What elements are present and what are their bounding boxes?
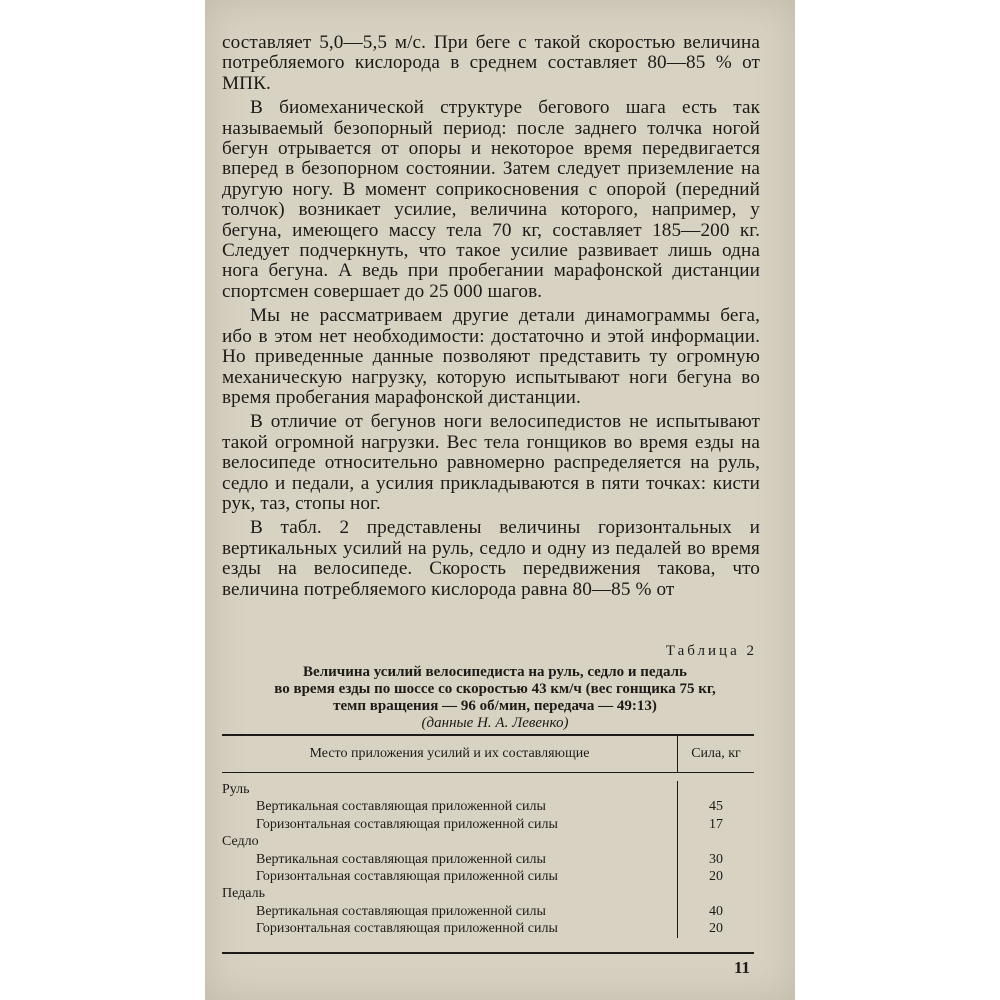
table-header-row <box>222 736 754 772</box>
table-values-column <box>678 781 754 938</box>
table-labels-column <box>222 781 678 938</box>
book-page <box>205 0 795 1000</box>
table-caption <box>225 664 765 732</box>
row-spacer <box>678 833 754 850</box>
table-body <box>222 773 754 952</box>
table-source: (данные Н. А. Левенко) <box>421 715 569 731</box>
force-table <box>222 734 754 954</box>
group-name-saddle: Седло <box>222 834 259 850</box>
row-value: 20 <box>709 868 723 884</box>
table-caption-line-2: во время езды по шоссе со скоростью 43 км/ч (вес гонщика 75 кг, <box>274 681 716 697</box>
row-value: 45 <box>709 799 723 815</box>
row-label: Вертикальная составляющая приложенной силы <box>256 903 546 919</box>
row-label: Горизонтальная составляющая приложенной силы <box>256 868 558 884</box>
table-caption-line-1: Величина усилий велосипедиста на руль, седло и педаль <box>303 664 687 680</box>
paragraph-3: Мы не рассматриваем другие детали динамограммы бега, ибо в этом нет необходимости: достаточно и этой информации. Но приведенные данные позволяют представить ту огромную механическую нагрузку, которую испытывают ноги бегуна во время пробегания марафонской дистанции. <box>222 305 760 408</box>
row-spacer <box>678 885 754 902</box>
paragraph-4: В отличие от бегунов ноги велосипедистов не испытывают такой огромной нагрузки. Вес тела гонщиков во время езды на велосипеде относительно равномерно распределяется на руль, седло и педали, а усилия прикладываются в пяти точках: кисти рук, таз, стопы ног. <box>222 411 760 514</box>
row-value: 40 <box>709 903 723 919</box>
table-rule-bottom <box>222 952 754 954</box>
row-label: Горизонтальная составляющая приложенной силы <box>256 921 558 937</box>
paragraph-1: составляет 5,0—5,5 м/с. При беге с такой скоростью величина потребляемого кислорода в среднем составляет 80—85 % от МПК. <box>222 32 760 94</box>
table-label: Таблица 2 <box>665 643 757 659</box>
body-text <box>222 33 760 600</box>
row-label: Вертикальная составляющая приложенной силы <box>256 851 546 867</box>
paragraph-5: В табл. 2 представлены величины горизонтальных и вертикальных усилий на руль, седло и одну из педалей во время езды на велосипеде. Скорость передвижения такова, что величина потребляемого кислорода равна 80—85 % от <box>222 517 760 600</box>
table-caption-line-3: темп вращения — 96 об/мин, передача — 49:13) <box>333 698 657 714</box>
row-spacer <box>678 781 754 798</box>
row-value: 20 <box>709 921 723 937</box>
row-value: 17 <box>709 816 723 832</box>
group-name-pedal: Педаль <box>222 886 265 902</box>
header-location: Место приложения усилий и их составляющие <box>222 736 678 772</box>
paragraph-2: В биомеханической структуре бегового шага есть так называемый безопорный период: после заднего толчка ногой бегун отрывается от опоры и некоторое время передвигается вперед в безопорном состоянии. Затем следует приземление на другую ногу. В момент соприкосновения с опорой (передний толчок) возникает усилие, величина которого, например, у бегуна, имеющего массу тела 70 кг, составляет 185—200 кг. Следует подчеркнуть, что такое усилие развивает лишь одна нога бегуна. А ведь при пробегании марафонской дистанции спортсмен совершает до 25 000 шагов. <box>222 97 760 302</box>
row-label: Горизонтальная составляющая приложенной силы <box>256 816 558 832</box>
row-value: 30 <box>709 851 723 867</box>
group-name-handlebar: Руль <box>222 782 250 797</box>
row-label: Вертикальная составляющая приложенной силы <box>256 799 546 815</box>
page-number: 11 <box>733 958 750 977</box>
header-force: Сила, кг <box>691 746 741 761</box>
